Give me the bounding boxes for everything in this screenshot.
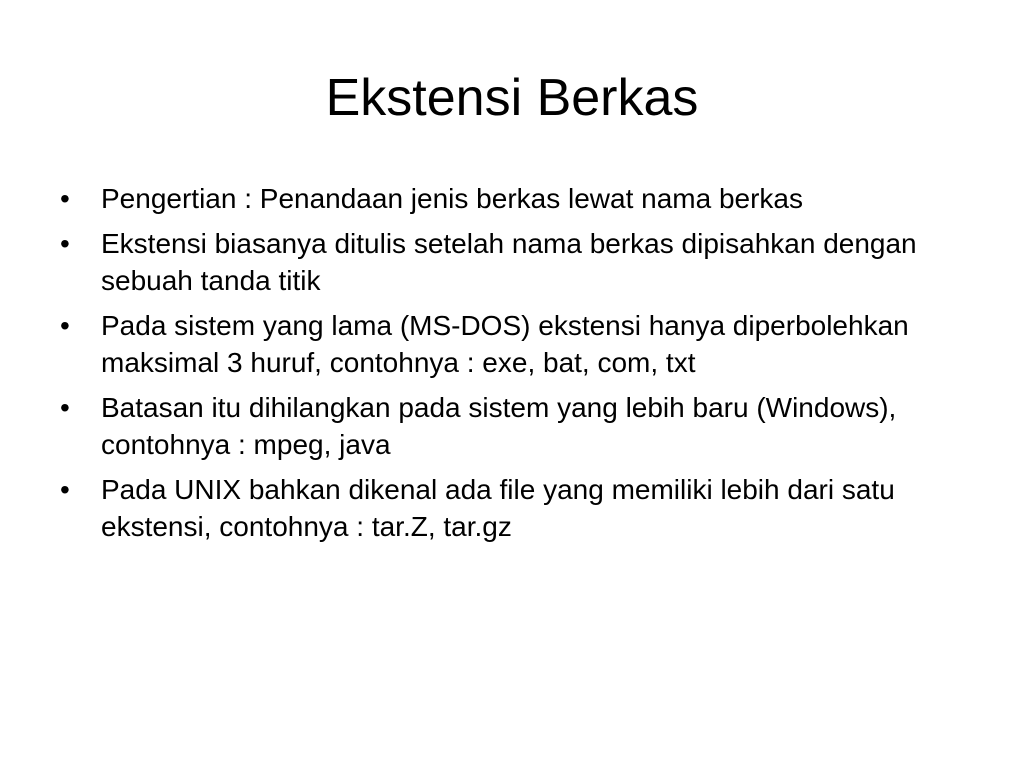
bullet-text: Pada sistem yang lama (MS-DOS) ekstensi hanya diperbolehkan maksimal 3 huruf, contohnya : exe, bat, com, txt xyxy=(101,310,909,378)
bullet-text: Ekstensi biasanya ditulis setelah nama berkas dipisahkan dengan sebuah tanda titik xyxy=(101,228,917,296)
bullet-text: Pada UNIX bahkan dikenal ada file yang memiliki lebih dari satu ekstensi, contohnya : tar.Z, tar.gz xyxy=(101,474,895,542)
bullet-item xyxy=(60,180,970,217)
bullet-icon: • xyxy=(60,228,70,259)
slide-title: Ekstensi Berkas xyxy=(325,69,699,127)
bullet-item xyxy=(60,471,970,545)
bullet-icon: • xyxy=(60,474,70,505)
bullet-item xyxy=(60,389,970,463)
bullet-icon: • xyxy=(60,392,70,423)
bullet-text: Pengertian : Penandaan jenis berkas lewat nama berkas xyxy=(101,183,803,214)
bullet-list xyxy=(60,180,970,553)
bullet-icon: • xyxy=(60,310,70,341)
bullet-item xyxy=(60,225,970,299)
bullet-item xyxy=(60,307,970,381)
bullet-text: Batasan itu dihilangkan pada sistem yang lebih baru (Windows), contohnya : mpeg, java xyxy=(101,392,897,460)
bullet-icon: • xyxy=(60,183,70,214)
